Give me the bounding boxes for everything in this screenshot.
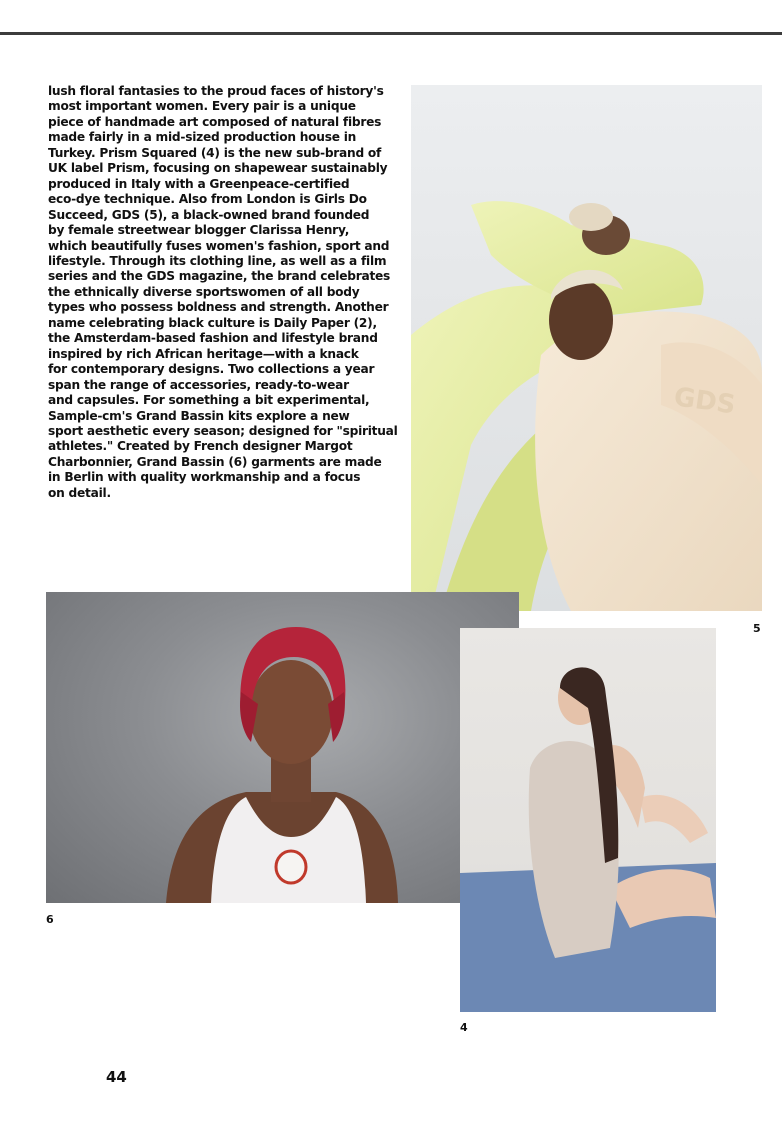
- text-line: athletes." Created by French designer Margot: [48, 439, 353, 454]
- text-line: and capsules. For something a bit experimental,: [48, 393, 370, 408]
- text-line: sport aesthetic every season; designed for "spiritual: [48, 423, 398, 438]
- text-line: produced in Italy with a Greenpeace-certified: [48, 176, 350, 191]
- text-line: piece of handmade art composed of natural fibres: [48, 114, 382, 129]
- text-line: lifestyle. Through its clothing line, as well as a film: [48, 253, 387, 268]
- text-line: Succeed, GDS (5), a black-owned brand founded: [48, 207, 370, 222]
- text-line: Turkey. Prism Squared (4) is the new sub-brand of: [48, 145, 382, 160]
- text-line: for contemporary designs. Two collections a year: [48, 362, 375, 377]
- text-line: types who possess boldness and strength. Another: [48, 300, 389, 315]
- text-line: name celebrating black culture is Daily Paper (2),: [48, 315, 377, 330]
- text-line: Sample-cm's Grand Bassin kits explore a new: [48, 408, 350, 423]
- text-line: most important women. Every pair is a unique: [48, 99, 356, 114]
- text-line: made fairly in a mid-sized production house in: [48, 130, 357, 145]
- text-line: lush floral fantasies to the proud faces of history's: [48, 84, 384, 98]
- text-line: by female streetwear blogger Clarissa Henry,: [48, 223, 350, 238]
- photo-caption-5: 5: [753, 622, 761, 635]
- photo-prism-squared: [460, 628, 716, 1012]
- header-rule: [0, 32, 782, 35]
- photo-caption-4: 4: [460, 1021, 468, 1034]
- text-line: inspired by rich African heritage—with a knack: [48, 346, 359, 361]
- text-line: the Amsterdam-based fashion and lifestyle brand: [48, 331, 378, 346]
- page-number: 44: [106, 1068, 127, 1086]
- text-line: which beautifully fuses women's fashion, sport and: [48, 238, 390, 253]
- photo-grand-bassin-illustration: [46, 592, 519, 903]
- hoodie-print: GDS: [672, 382, 738, 421]
- photo-gds-illustration: [411, 85, 762, 611]
- text-line: eco-dye technique. Also from London is Girls Do: [48, 192, 367, 207]
- text-line: series and the GDS magazine, the brand celebrates: [48, 269, 391, 284]
- article-body-text: [48, 84, 404, 501]
- text-line: in Berlin with quality workmanship and a focus: [48, 470, 361, 485]
- text-line: span the range of accessories, ready-to-wear: [48, 377, 349, 392]
- photo-caption-6: 6: [46, 913, 54, 926]
- photo-prism-illustration: [460, 628, 716, 1012]
- photo-gds-loungewear: [411, 85, 762, 611]
- photo-grand-bassin: [46, 592, 519, 903]
- text-line: Charbonnier, Grand Bassin (6) garments are made: [48, 454, 382, 469]
- text-line: on detail.: [48, 485, 111, 500]
- text-line: the ethnically diverse sportswomen of all body: [48, 284, 360, 299]
- text-line: UK label Prism, focusing on shapewear sustainably: [48, 161, 388, 176]
